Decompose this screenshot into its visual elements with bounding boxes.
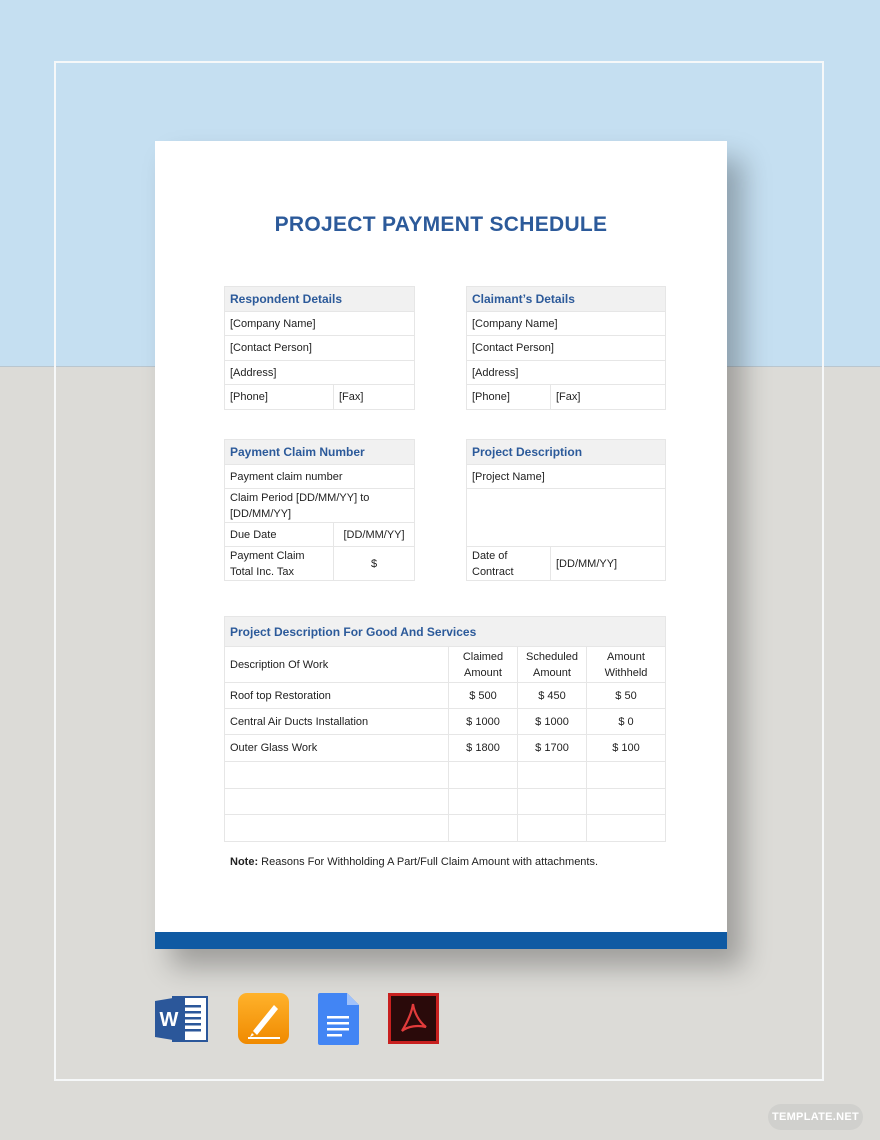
svg-text:W: W: [159, 1009, 179, 1031]
row-scheduled: $ 1700: [518, 735, 587, 762]
note-text: Reasons For Withholding A Part/Full Claim Amount with attachments.: [258, 856, 599, 868]
row-withheld: $ 50: [587, 683, 666, 709]
payment-claim-table: [224, 439, 415, 581]
respondent-contact: [Contact Person]: [225, 336, 415, 361]
column-scheduled: [518, 647, 587, 683]
claim-total-label-line1: Payment Claim: [230, 549, 305, 562]
project-description-blank: [467, 489, 666, 547]
row-description: Roof top Restoration: [225, 683, 449, 709]
row-withheld: $ 0: [587, 709, 666, 735]
claimant-details-table: [466, 286, 666, 410]
project-description-table: [466, 439, 666, 581]
claimant-details-header: Claimant’s Details: [467, 287, 666, 312]
column-claimed: [449, 647, 518, 683]
note-label: Note:: [230, 856, 259, 868]
project-description-header: Project Description: [467, 440, 666, 465]
watermark-badge: TEMPLATE.NET: [768, 1104, 863, 1130]
due-date-value: [DD/MM/YY]: [334, 523, 415, 547]
pdf-icon[interactable]: [388, 993, 440, 1045]
claimant-contact: [Contact Person]: [467, 336, 666, 361]
document-page: [155, 141, 727, 949]
services-header: Project Description For Good And Services: [225, 617, 666, 647]
claim-total-label: [225, 547, 334, 581]
claim-period-line1: Claim Period [DD/MM/YY] to: [230, 491, 370, 504]
claim-period: [225, 489, 415, 523]
respondent-phone: [Phone]: [225, 385, 334, 410]
contract-date-label-line2: Contract: [472, 565, 514, 578]
column-withheld: [587, 647, 666, 683]
row-claimed: $ 1800: [449, 735, 518, 762]
google-docs-icon[interactable]: [318, 993, 370, 1045]
respondent-address: [Address]: [225, 361, 415, 385]
row-claimed: $ 1000: [449, 709, 518, 735]
row-claimed: $ 500: [449, 683, 518, 709]
empty-row: [225, 762, 666, 789]
row-scheduled: $ 1000: [518, 709, 587, 735]
empty-row: [225, 789, 666, 815]
contract-date-value: [DD/MM/YY]: [551, 547, 666, 581]
column-claimed-line1: Claimed: [462, 650, 504, 663]
claim-total-value: $: [334, 547, 415, 581]
claimant-address: [Address]: [467, 361, 666, 385]
column-scheduled-line1: Scheduled: [526, 650, 578, 663]
empty-row: [225, 815, 666, 842]
row-description: Central Air Ducts Installation: [225, 709, 449, 735]
column-description: Description Of Work: [225, 647, 449, 683]
row-scheduled: $ 450: [518, 683, 587, 709]
payment-claim-number: Payment claim number: [225, 465, 415, 489]
row-withheld: $ 100: [587, 735, 666, 762]
column-claimed-line2: Amount: [464, 666, 502, 679]
claimant-company: [Company Name]: [467, 312, 666, 336]
table-row: [225, 683, 666, 709]
services-table: [224, 616, 666, 842]
project-name: [Project Name]: [467, 465, 666, 489]
contract-date-label: [467, 547, 551, 581]
note: [230, 856, 598, 868]
claim-total-label-line2: Total Inc. Tax: [230, 565, 294, 578]
table-row: [225, 709, 666, 735]
page-footer-bar: [155, 932, 727, 949]
claimant-fax: [Fax]: [551, 385, 666, 410]
column-withheld-line2: Withheld: [604, 666, 648, 679]
claimant-phone: [Phone]: [467, 385, 551, 410]
row-description: Outer Glass Work: [225, 735, 449, 762]
table-row: [225, 735, 666, 762]
respondent-details-table: [224, 286, 415, 410]
column-scheduled-line2: Amount: [533, 666, 571, 679]
word-icon[interactable]: [155, 993, 207, 1045]
claim-period-line2: [DD/MM/YY]: [230, 507, 292, 520]
contract-date-label-line1: Date of: [472, 549, 508, 562]
respondent-fax: [Fax]: [334, 385, 415, 410]
respondent-company: [Company Name]: [225, 312, 415, 336]
document-title: PROJECT PAYMENT SCHEDULE: [274, 213, 608, 236]
pages-icon[interactable]: [238, 993, 290, 1045]
column-withheld-line1: Amount: [607, 650, 645, 663]
due-date-label: Due Date: [225, 523, 334, 547]
respondent-details-header: Respondent Details: [225, 287, 415, 312]
payment-claim-header: Payment Claim Number: [225, 440, 415, 465]
